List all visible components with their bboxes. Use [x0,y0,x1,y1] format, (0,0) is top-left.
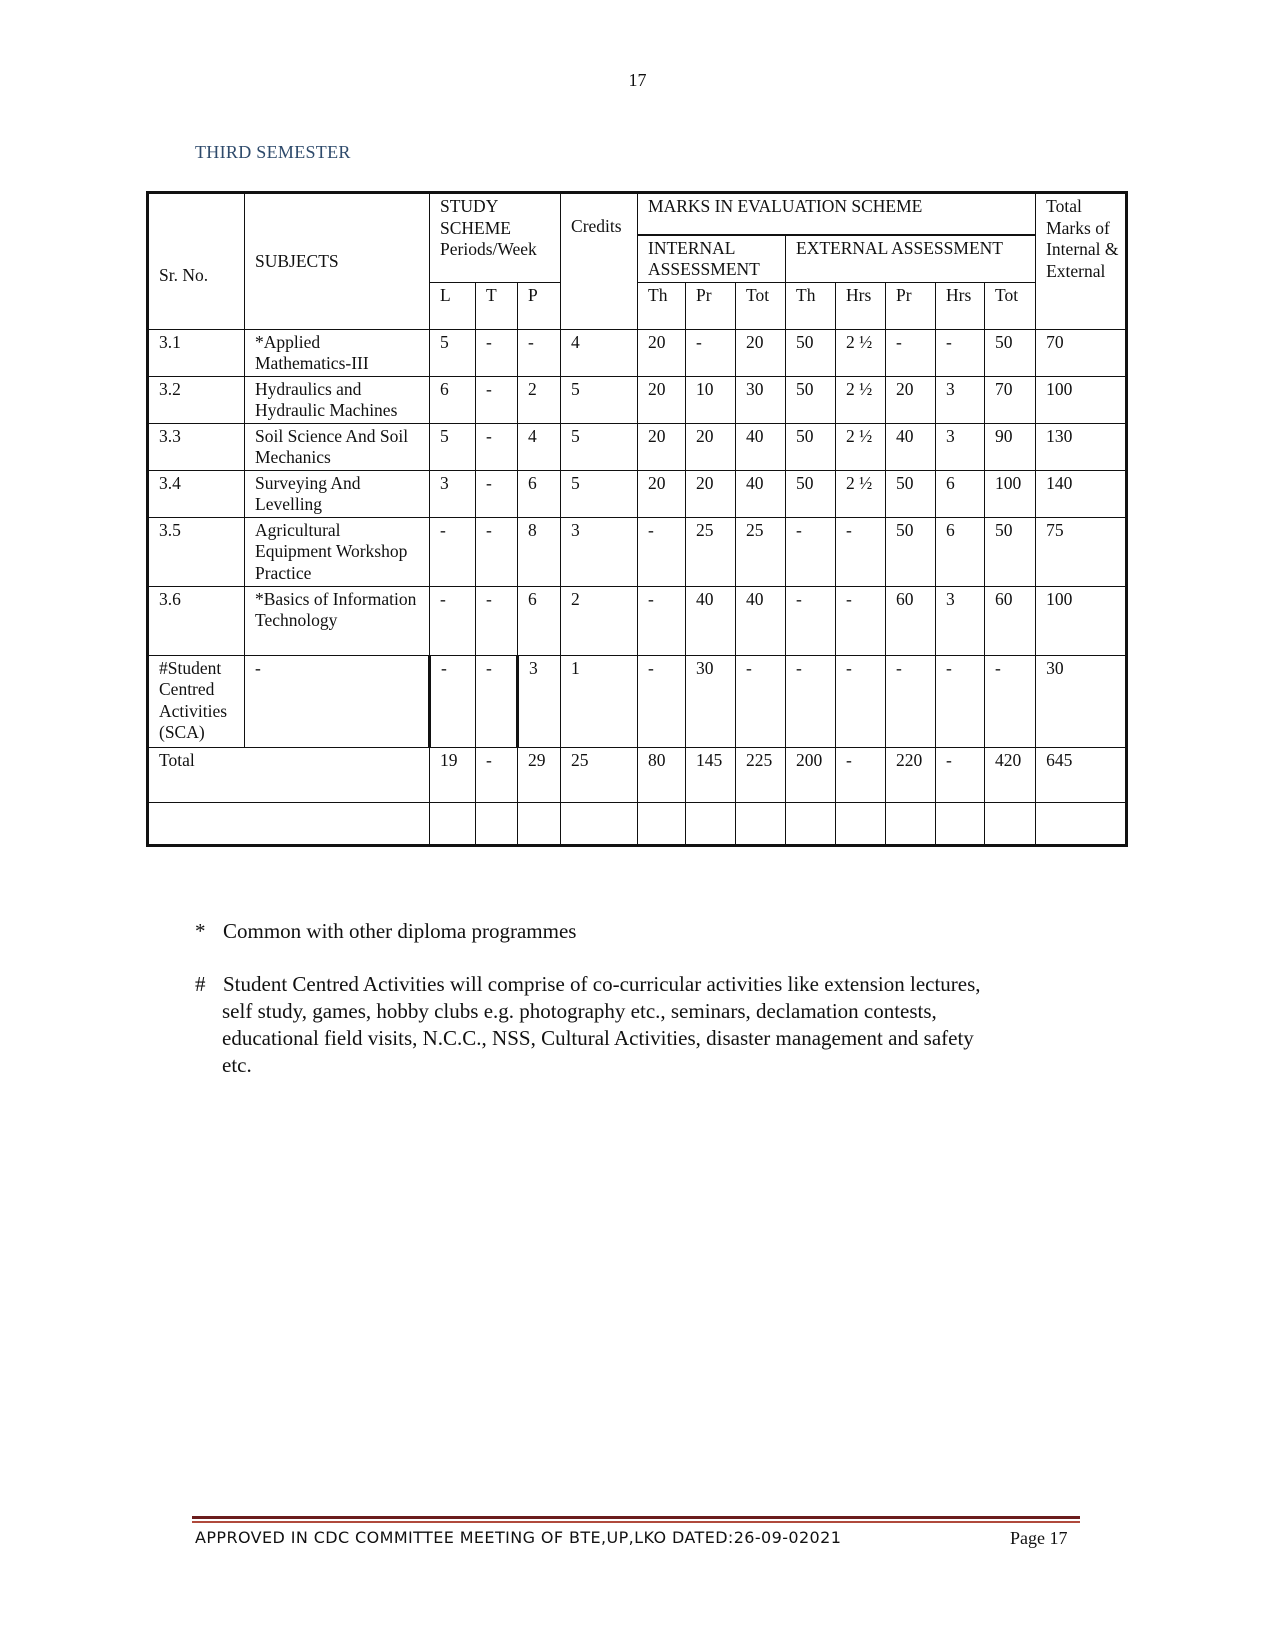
cell-subject: *Basics of Information Technology [245,586,430,655]
cell-p: 3 [518,655,561,747]
footnote-line: Student Centred Activities will comprise of co-curricular activities like extension lectures, [223,972,981,996]
empty-cell [148,802,430,845]
cell-int-tot: 40 [736,470,786,517]
cell-p: 6 [518,470,561,517]
cell-hrs: 2 ½ [836,376,886,423]
cell-int-tot: 30 [736,376,786,423]
cell-t: - [476,655,518,747]
cell-total: 140 [1036,470,1127,517]
cell-ext-pr: 50 [886,517,936,586]
header-subjects: SUBJECTS [245,193,430,330]
header-internal-assessment: INTERNAL ASSESSMENT [638,235,786,283]
header-external-assessment: EXTERNAL ASSESSMENT [786,235,1036,283]
header-t: T [476,282,518,329]
cell-p: 6 [518,586,561,655]
cell-t: - [476,329,518,376]
section-title: THIRD SEMESTER [195,142,351,162]
table-row [148,329,1127,376]
cell-credits: 2 [561,586,638,655]
cell-int-th: 20 [638,470,686,517]
cell-hrs: - [836,517,886,586]
footnote-text: Common with other diploma programmes [223,919,577,943]
cell-int-tot: 25 [736,517,786,586]
cell-int-tot: 40 [736,586,786,655]
cell-int-th: 20 [638,376,686,423]
cell-ext-pr: 40 [886,423,936,470]
cell-l: - [430,655,476,747]
empty-cell [985,802,1036,845]
cell-t: - [476,376,518,423]
empty-cell [886,802,936,845]
cell-l: 5 [430,423,476,470]
cell-int-th: 20 [638,329,686,376]
cell-l: - [430,517,476,586]
cell-p: - [518,329,561,376]
footnote-line: educational field visits, N.C.C., NSS, Cultural Activities, disaster management and safety [222,1026,974,1050]
cell-ext-tot: 90 [985,423,1036,470]
cell-sr: 3.2 [148,376,245,423]
cell-int-tot: 40 [736,423,786,470]
cell-total: 30 [1036,655,1127,747]
cell-int-th: - [638,586,686,655]
cell-credits: 5 [561,470,638,517]
cell-hrs-2: 6 [936,470,985,517]
empty-cell [836,802,886,845]
cell-int-tot: - [736,655,786,747]
cell-ext-th: - [786,517,836,586]
empty-row [148,802,1127,845]
total-ext-th: 200 [786,747,836,802]
cell-credits: 5 [561,423,638,470]
empty-cell [476,802,518,845]
cell-t: - [476,517,518,586]
table-row [148,655,1127,747]
cell-hrs-2: 3 [936,586,985,655]
total-p: 29 [518,747,561,802]
cell-total: 70 [1036,329,1127,376]
header-p: P [518,282,561,329]
table-row [148,423,1127,470]
footnote-line: etc. [222,1053,252,1077]
total-hrs-2: - [936,747,985,802]
empty-cell [1036,802,1127,845]
header-study-scheme: STUDY SCHEME Periods/Week [430,193,561,283]
header-sr-no: Sr. No. [148,193,245,330]
empty-cell [786,802,836,845]
header-int-tot: Tot [736,282,786,329]
cell-p: 2 [518,376,561,423]
total-int-th: 80 [638,747,686,802]
table-row [148,517,1127,586]
cell-hrs: 2 ½ [836,329,886,376]
cell-ext-pr: - [886,329,936,376]
footnote-common [195,918,1095,945]
cell-int-th: - [638,517,686,586]
table-row [148,586,1127,655]
cell-hrs: - [836,586,886,655]
cell-ext-th: 50 [786,329,836,376]
total-hrs: - [836,747,886,802]
header-ext-tot: Tot [985,282,1036,329]
cell-int-pr: 10 [686,376,736,423]
cell-ext-tot: 70 [985,376,1036,423]
cell-hrs: 2 ½ [836,423,886,470]
cell-t: - [476,423,518,470]
cell-ext-pr: 50 [886,470,936,517]
footer-rule [192,1516,1080,1523]
cell-subject: Agricultural Equipment Workshop Practice [245,517,430,586]
cell-credits: 5 [561,376,638,423]
cell-total: 100 [1036,376,1127,423]
cell-subject: Hydraulics and Hydraulic Machines [245,376,430,423]
cell-ext-pr: 20 [886,376,936,423]
cell-sr: 3.4 [148,470,245,517]
cell-ext-th: - [786,586,836,655]
footnote-mark: * [195,919,206,943]
cell-sr: 3.6 [148,586,245,655]
footer-page-number: Page 17 [1010,1528,1068,1548]
total-t: - [476,747,518,802]
cell-credits: 3 [561,517,638,586]
cell-ext-pr: 60 [886,586,936,655]
cell-ext-pr: - [886,655,936,747]
empty-cell [430,802,476,845]
header-credits: Credits [561,193,638,330]
total-credits: 25 [561,747,638,802]
cell-subject: Soil Science And Soil Mechanics [245,423,430,470]
header-ext-hrs-2: Hrs [936,282,985,329]
footnote-mark: # [195,972,206,996]
cell-p: 4 [518,423,561,470]
cell-hrs: - [836,655,886,747]
cell-hrs: 2 ½ [836,470,886,517]
cell-p: 8 [518,517,561,586]
cell-l: - [430,586,476,655]
cell-int-pr: 20 [686,423,736,470]
table-row [148,376,1127,423]
cell-total: 130 [1036,423,1127,470]
cell-sr: 3.3 [148,423,245,470]
cell-ext-tot: 100 [985,470,1036,517]
empty-cell [936,802,985,845]
total-total: 645 [1036,747,1127,802]
header-ext-hrs: Hrs [836,282,886,329]
total-row [148,747,1127,802]
cell-int-pr: 30 [686,655,736,747]
cell-sr: 3.1 [148,329,245,376]
total-int-tot: 225 [736,747,786,802]
cell-total: 75 [1036,517,1127,586]
cell-credits: 1 [561,655,638,747]
cell-int-pr: 25 [686,517,736,586]
header-ext-pr: Pr [886,282,936,329]
cell-int-pr: 20 [686,470,736,517]
empty-cell [561,802,638,845]
cell-ext-th: 50 [786,470,836,517]
table-row [148,470,1127,517]
cell-ext-tot: - [985,655,1036,747]
footnote-sca [195,971,1095,1079]
cell-int-th: 20 [638,423,686,470]
cell-t: - [476,586,518,655]
cell-t: - [476,470,518,517]
cell-subject: - [245,655,430,747]
cell-int-pr: - [686,329,736,376]
cell-hrs-2: 6 [936,517,985,586]
cell-l: 3 [430,470,476,517]
header-ext-th: Th [786,282,836,329]
header-int-th: Th [638,282,686,329]
header-total-marks: Total Marks of Internal & External [1036,193,1127,330]
evaluation-scheme-table [146,191,1128,847]
cell-subject: *Applied Mathematics-III [245,329,430,376]
cell-ext-tot: 50 [985,329,1036,376]
footer-approval: APPROVED IN CDC COMMITTEE MEETING OF BTE,UP,LKO DATED:26-09-02021 [195,1528,842,1547]
cell-hrs-2: - [936,655,985,747]
cell-ext-tot: 60 [985,586,1036,655]
cell-ext-th: - [786,655,836,747]
total-l: 19 [430,747,476,802]
cell-ext-th: 50 [786,376,836,423]
footnote-line: self study, games, hobby clubs e.g. photography etc., seminars, declamation contests, [222,999,937,1023]
total-ext-tot: 420 [985,747,1036,802]
empty-cell [638,802,686,845]
empty-cell [686,802,736,845]
cell-int-pr: 40 [686,586,736,655]
total-int-pr: 145 [686,747,736,802]
cell-int-tot: 20 [736,329,786,376]
cell-hrs-2: 3 [936,423,985,470]
cell-sr: #Student Centred Activities (SCA) [148,655,245,747]
header-int-pr: Pr [686,282,736,329]
cell-subject: Surveying And Levelling [245,470,430,517]
page-number-top: 17 [628,70,647,90]
cell-total: 100 [1036,586,1127,655]
cell-ext-tot: 50 [985,517,1036,586]
cell-l: 5 [430,329,476,376]
total-ext-pr: 220 [886,747,936,802]
cell-credits: 4 [561,329,638,376]
empty-cell [736,802,786,845]
cell-hrs-2: 3 [936,376,985,423]
cell-int-th: - [638,655,686,747]
cell-sr: 3.5 [148,517,245,586]
total-label: Total [148,747,430,802]
header-l: L [430,282,476,329]
cell-ext-th: 50 [786,423,836,470]
header-marks-scheme: MARKS IN EVALUATION SCHEME [638,193,1036,235]
cell-hrs-2: - [936,329,985,376]
empty-cell [518,802,561,845]
cell-l: 6 [430,376,476,423]
